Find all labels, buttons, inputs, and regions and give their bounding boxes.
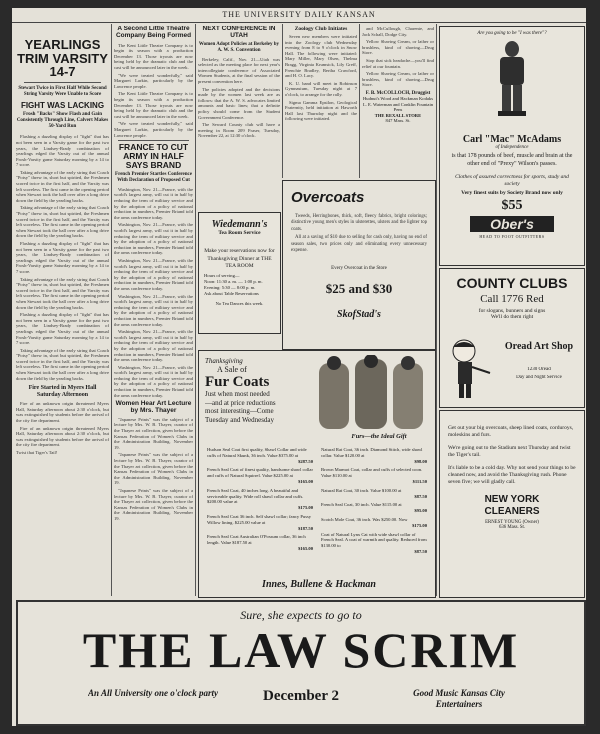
article-paragraph: Washington, Nov. 21—France, with the world's largest army, will cut it in half by reducing the term of military service and by the adoption of a policy of national reduction in numbers, Premier Briand told the arms conference today. — [114, 364, 193, 398]
article-paragraph: The Seward County club will have a meeting in Room 209 Fraser, Tuesday, November 22, at 12:30 o'clock. — [198, 122, 280, 139]
fur-item-price: $87.50 — [414, 493, 427, 499]
fur-item-price: $98.00 — [414, 458, 427, 464]
article-paragraph: Taking advantage of the early string that Coach "Potsy" threw in, short but spirited, the Freshmen scored twice in the first half, and the Varsity was left scoreless. The first came in the opening period when Stewart took the ball over after a long drive down the field by the yearling backs. — [16, 205, 109, 239]
wiedemann-note: No Tea Dances this week. — [215, 301, 264, 306]
county-title: COUNTY CLUBS — [456, 275, 568, 291]
conference-article — [198, 57, 280, 139]
mcadams-tag: Are you going to be "I was there"? — [477, 31, 547, 36]
ad-paragraph: Get out your big overcoats, sheep lined coats, corduroys, moleskins and furs. — [448, 425, 574, 438]
article-paragraph: Fire of an unknown origin threatened Myers Hall, Saturday afternoon about 2:30 o'clock, but was extinguished by students before the arrival of the city fire department. — [16, 401, 109, 424]
fire-article — [16, 401, 109, 448]
ad-line: L. E. Waterman and Conklin Fountain Pens — [362, 101, 434, 113]
zoology-article — [285, 34, 357, 122]
fur-line: Just when most needed — [205, 390, 270, 398]
overcoats-prices: $25 and $30 — [325, 281, 393, 297]
footer-note: Twist that Tiger's Tail! — [16, 450, 58, 455]
column-4 — [285, 26, 357, 176]
law-scrim-ad — [16, 600, 586, 726]
obers-ad — [439, 26, 585, 266]
obers-tagline: HEAD TO FOOT OUTFITTERS — [479, 234, 545, 239]
column-rule — [436, 24, 437, 596]
fur-item — [207, 467, 313, 484]
county-phone: Call 1776 Red — [480, 293, 544, 305]
fur-coats-title: Fur Coats — [205, 374, 270, 390]
conference-subhead: Women Adopt Policies at Berkeley by A. W. S. Convention — [198, 41, 280, 53]
column-5 — [362, 26, 434, 176]
article-paragraph: Washington, Nov. 21—France, with the world's largest army, will cut it in half by reducing the term of military service and by the adoption of a policy of national reduction in numbers, Premier Briand told the arms conference today. — [114, 258, 193, 291]
mcadams-of: of Independence — [495, 145, 529, 150]
article-paragraph: and McCullough, Charente, and Jack Schall, Dodge City. — [362, 26, 434, 37]
column-3 — [198, 26, 280, 176]
wiedemann-subtitle: Tea Room Service — [218, 230, 261, 236]
fur-item-desc: Natural Rat Coat, 36 inch. Diamond Stitch, wide shawl collar. Value $120.00 at — [321, 447, 423, 458]
lecture-headline: Women Hear Art Lecture by Mrs. Thayer — [115, 400, 192, 415]
fur-item-price: $175.00 — [412, 522, 427, 528]
yearlings-subhead: Stewart Twice in First Half While Second String Varsity Were Unable to Score — [18, 85, 107, 97]
ad-paragraph: All at a saving of $10 due to selling for cash only, having no end of season sales, two prices only and eliminating every unnecessary expense. — [291, 235, 427, 254]
ad-line: 847 Mass. St. — [385, 118, 411, 124]
article-paragraph: Sigma Gamma Epsilon, Geological Fraternity, held initiation at Haworth Hall last Thursday night and the following were initiated. — [285, 99, 357, 122]
fur-item — [207, 514, 313, 531]
hours-row: Ask about Table Reservations — [204, 291, 259, 296]
fur-item-price: $165.00 — [298, 478, 313, 484]
divider — [118, 140, 189, 141]
oread-shop-name: Oread Art Shop — [504, 341, 574, 352]
article-paragraph: Yellow Shaving Cream, or lather or brushless, kind of shaving—Drug Store. — [362, 39, 434, 56]
obers-logo: Ober's — [470, 216, 554, 232]
fur-item-price: $95.00 — [414, 508, 427, 514]
mcculloch-ad — [362, 96, 434, 124]
article-paragraph: Seven new members were initiated into the Zoology club Wednesday evening from 8 to 9 o'clock in Snow Hall. The following were initiated: Mary Miller, Mary Olsen, Thelma Bragg, Virginia Krumsick, Lily Greff, Frenchie Bradley, Bertha Crawford, and H. O. Lacy. — [285, 34, 357, 79]
fur-item — [321, 488, 427, 500]
fur-line: Tuesday and Wednesday — [205, 415, 275, 424]
fur-item — [321, 517, 427, 529]
article-paragraph: Washington, Nov. 21—France, with the world's largest army, will cut it in half by reducing the term of military service and by the adoption of a policy of national reduction in numbers, Premier Briand told the arms conference today. — [114, 222, 193, 256]
fight-headline: FIGHT WAS LACKING — [20, 100, 105, 110]
theatre-headline: A Second Little Theatre Company Being Formed — [115, 26, 192, 39]
theatre-article — [114, 43, 193, 139]
fur-item-desc: French Seal Coat 36 inch. Self shawl collar; fancy Pussy Willow lining. $225.00 value at — [207, 513, 312, 525]
article-paragraph: Taking advantage of the early string that Coach "Potsy" threw in, short but spirited, the Freshmen scored twice in the first half, and the Varsity was left scoreless. The first came in the opening period when Stewart took the ball over after a long drive down the field by the yearling backs. — [16, 276, 109, 310]
article-paragraph: "We were treated wonderfully," said Margaret Larkin, particularly by the Lawrence people. — [114, 121, 193, 138]
article-paragraph: "Japanese Prints" was the subject of a lecture by Mrs. W. B. Thayer, curator of the Thayer art collection, given before the Kansas Federation of Women's Clubs in the Administration Building, November 19. — [114, 452, 193, 486]
mcadams-desc: is that 178 pounds of beef, muscle and brain at the other end of "Prexy" Wilson's passes. — [451, 153, 573, 167]
county-line: for slogans, bunners and signs — [478, 308, 546, 314]
law-scrim-title: THE LAW SCRIM — [82, 622, 520, 678]
skofstad-logo: SkofStad's — [337, 309, 381, 321]
article-paragraph: Berkeley, Calif., Nov. 21—Utah was selected as the meeting place for next year's intercollegiate conference of Associated Women Students, at the final session of the present convention here. — [198, 56, 280, 84]
overcoats-ad — [282, 180, 436, 350]
law-scrim-right: Good Music Kansas City Entertainers — [413, 688, 505, 709]
fur-item-price: $165.00 — [298, 545, 313, 551]
yearlings-headline: YEARLINGS TRIM VARSITY 14-7 — [17, 37, 108, 80]
fur-item — [207, 488, 313, 511]
article-paragraph: Washington, Nov. 21—France, with the world's largest army, will cut it in half by reducing the term of military service and by the adoption of a policy of national reduction in numbers, Premier Briand told the arms conference today. — [114, 186, 193, 220]
oread-address: 1230 Oread — [527, 367, 551, 372]
article-paragraph: Flashing a dazzling display of "fight" that has not been seen in a Varsity game for the past two years, the Lindsey-Brady combination of yearlings edged the Varsity out of the annual Frosh-Varsity game Saturday morning by a 14 to 7 score. — [16, 312, 109, 346]
cleaners-owner: ERNEST YOUNG (Owner) — [485, 520, 539, 525]
fur-headline-block — [205, 357, 315, 424]
county-clubs-ad — [439, 268, 585, 408]
column-rule — [359, 24, 360, 178]
fur-tagline: Furs—the Ideal Gift — [351, 433, 407, 440]
cleaners-body — [448, 425, 576, 486]
zoology-headline: Zoology Club Initiates — [294, 26, 348, 32]
cleaners-address: 636 Mass. St. — [498, 525, 526, 530]
hours-label: Hours of serving— — [204, 273, 240, 278]
wiedemann-title: Wiedemann's — [211, 219, 268, 230]
lecture-article — [114, 417, 193, 522]
fur-item-price: $187.50 — [298, 525, 313, 531]
article-paragraph: "We were treated wonderfully," said Margaret Larkin, particularly by the Lawrence people. — [114, 72, 193, 89]
france-article — [114, 187, 193, 398]
article-paragraph: Taking advantage of the early string that Coach "Potsy" threw in, short but spirited, the Freshmen scored twice in the first half, and the Varsity was left scoreless. The first came in the opening period when Stewart took the ball over after a long drive down the field by the yearling backs. — [16, 347, 109, 381]
fur-item-price: $111.50 — [412, 478, 427, 484]
overcoats-title: Overcoats — [291, 189, 365, 206]
fur-item-desc: French Seal Coat, 30 inch. Value $115.00 at — [321, 502, 402, 508]
france-subhead: French Premier Startles Conference With Declaration of Proposed Cut — [115, 171, 192, 183]
newspaper-page — [12, 8, 586, 726]
ad-paragraph: It's liable to be a cold day. Why not send your things to be cleaned now, and avoid the Thanksgiving rush. Phone seven five; we will gladly call. — [448, 465, 576, 485]
cartoon-boy-illustration — [446, 337, 494, 401]
hours-row: Noon: 11:30 a. m. — 1:00 p. m. — [204, 279, 263, 284]
article-paragraph: Flashing a dazzling display of "fight" that has not been seen in a Varsity game for the past two years, the Lindsey-Brady combination of yearlings edged the Varsity out of the annual Frosh-Varsity game Saturday morning by a 14 to 7 score. — [16, 241, 109, 274]
article-paragraph: Stop that sick headache—you'll find relief at our fountain. — [362, 57, 434, 69]
law-scrim-left: An All University one o'clock party — [88, 688, 218, 698]
article-paragraph: Washington, Nov. 21—France, with the world's largest army, will cut it in half by reducing the term of military service and by the adoption of a policy of national reduction in numbers, Premier Briand told the arms conference today. — [114, 329, 193, 363]
fur-item-desc: Coat of Natural Lynx Cat with wide shawl collar of French Seal. A coat of warmth and quality. Reduced from $130.00 to — [321, 531, 427, 549]
mcadams-name: Carl "Mac" McAdams — [462, 134, 562, 145]
obers-special: Very finest suits by Society Brand now only — [461, 190, 563, 196]
divider — [24, 82, 101, 83]
fur-item — [207, 534, 313, 551]
fur-coats-ad — [198, 350, 436, 598]
article-paragraph: Taking advantage of the early string that Coach "Potsy" threw in, short but spirited, the Freshmen scored twice in the first half, and the Varsity was left scoreless. The first came in the opening period when Stewart took the ball over after a long drive down the field by the yearling backs. — [16, 169, 109, 203]
article-paragraph: "Japanese Prints" was the subject of a lecture by Mrs. W. B. Thayer, curator of the Thayer art collection, given before the Kansas Federation of Women's Clubs in the Administration Building, November 19. — [114, 488, 193, 521]
football-player-illustration — [488, 39, 536, 119]
wiedemann-ad — [198, 212, 281, 334]
county-line: We'll do them right — [490, 314, 534, 320]
column-rule — [195, 24, 196, 596]
wiedemann-line: Make your reservations now for — [204, 248, 275, 254]
conference-headline: NEXT CONFERENCE IN UTAH — [202, 26, 276, 39]
fur-item-desc: Natural Rat Coat, 30 inch. Value $100.00 at — [321, 487, 402, 493]
fur-item — [321, 467, 427, 484]
oread-hours: Day and Night Service — [516, 375, 562, 380]
fur-list-right — [321, 447, 427, 558]
fur-item — [321, 447, 427, 464]
article-paragraph: Fire of an unknown origin threatened Myers Hall, Saturday afternoon about 2:30 o'clock, but was extinguished by students before the arrival of the city fire department. — [16, 425, 109, 448]
fur-item-desc: Brown Marmot Coat, collar and cuffs of selected coon. Value $110.00 at — [321, 467, 423, 479]
article-paragraph: Flashing a dazzling display of "fight" that has not been seen in a Varsity game for the past two years, the Lindsey-Brady combination of yearlings edged the Varsity out of the annual Frosh-Varsity game Saturday morning by a 14 to 7 score. — [16, 134, 109, 168]
ad-line: THE REXALL STORE — [374, 112, 422, 118]
fur-item — [321, 532, 427, 555]
fur-item-desc: Hudson Seal Coat first quality, Shawl Collar and wide cuffs of Natural Skunk, 36 inch. Value $375.00 at — [207, 447, 307, 458]
ad-paragraph: We're going out to the Stadium next Thursday and twist the Tiger's tail. — [448, 445, 571, 458]
masthead: THE UNIVERSITY DAILY KANSAN — [12, 8, 586, 23]
wiedemann-hours — [204, 273, 275, 297]
fur-coat-models-illustration — [315, 355, 431, 433]
mcculloch-title: F. B. McCOLLOCH, Druggist — [365, 90, 431, 96]
fur-line: —and at price reductions — [205, 398, 276, 407]
law-scrim-tagline: Sure, she expects to go to — [240, 608, 362, 622]
article-paragraph: "Japanese Prints" was the subject of a lecture by Mrs. W. B. Thayer, curator of the Thayer art collection, given before the Kansas Federation of Women's Clubs in the Administration Building, November 19. — [114, 416, 193, 450]
ad-line: Hudnut's Wood and Hackman Kodaks — [362, 95, 434, 101]
overcoats-every: Every Overcoat in the Store — [331, 266, 387, 272]
column-5-text — [362, 26, 434, 88]
column-2 — [114, 26, 193, 596]
overcoats-body — [291, 214, 427, 254]
ad-paragraph: Tweeds, Herringbones, thick, soft, fleecy fabrics, bright colorings; distinctive young men's styles in ulsterettes, ulsters and the lighter top coats. — [291, 214, 427, 232]
column-rule — [282, 24, 283, 178]
column-rule — [111, 24, 112, 596]
article-paragraph: Washington, Nov. 21—France, with the world's largest army, will cut it in half by reducing the term of military service and by the adoption of a policy of national reduction in numbers, Premier Briand told the arms conference today. — [114, 293, 193, 327]
fur-item-desc: French Seal Coat Australian O'Possum collar, 36 inch length. Value $187.50 at — [207, 534, 306, 546]
article-paragraph: The policies adopted and the decisions made by the women last week are as follows: that the A. W. S. advocates limited amounts and basic lines; that a definite policy should come from the Student Government Conference. — [198, 86, 280, 120]
fur-item — [321, 502, 427, 514]
fur-item-desc: French Seal Coat of finest quality, handsome shawl collar and cuffs of Natural Squirrel. Value $225.00 at — [207, 467, 313, 479]
innes-bullene-hackman-logo: Innes, Bullene & Hackman — [262, 579, 376, 590]
fur-line: most interesting—Come — [205, 407, 274, 415]
fur-item-price: $175.00 — [298, 505, 313, 511]
wiedemann-line: Thanksgiving Dinner at THE TEA ROOM — [207, 256, 272, 269]
fur-item-desc: French Seal Coat, 40 inches long. A beautiful and serviceable quality. Wide roll shawl collar and cuffs. $200.00 value at — [207, 487, 304, 505]
hours-row: Evening: 5:30 — 8:00 p. m. — [204, 285, 256, 290]
obers-clothes: Clothes of assured correctness for sports, study and society — [455, 174, 569, 187]
cleaners-name: NEW YORK CLEANERS — [484, 494, 540, 517]
fire-headline: Fire Started in Myers Hall Saturday Afternoon — [28, 385, 97, 399]
article-paragraph: The Kent Little Theatre Company is to begin its season with a production December 13. Those tryouts are now being held by the dramatic club and the cast will be announced later in the week. — [114, 42, 193, 70]
new-york-cleaners-ad — [439, 410, 585, 598]
fur-list-left — [207, 447, 313, 555]
article-paragraph: Yellow Shaving Cream, or lather or brushless, kind of shaving—Drug Store. — [362, 71, 434, 88]
fur-item-price: $87.50 — [414, 548, 427, 554]
column-1 — [16, 26, 109, 596]
fur-item — [207, 447, 313, 464]
article-paragraph: K. U. band will meet in Robinson Gymnasium, Tuesday night at 7 o'clock, to arrange for the rally. — [285, 80, 357, 97]
yearlings-article — [16, 134, 109, 381]
law-scrim-date: December 2 — [263, 688, 339, 704]
fur-item-desc: Scotch Mole Coat, 36 inch. Was $250.00. Now — [321, 516, 408, 522]
fight-subhead: Frosh "Backs" Show Flash and Gain Consistently Through Line, Calvert Makes 50-Yard Run — [16, 112, 109, 130]
fur-line: Thanksgiving — [205, 357, 243, 365]
france-headline: FRANCE TO CUT ARMY IN HALF SAYS BRAND — [118, 142, 189, 170]
article-paragraph: The Kent Little Theatre Company is to begin its season with a production December 13. Those tryouts are now being held by the dramatic club and the cast will be announced later in the week. — [114, 91, 193, 119]
obers-price: $55 — [501, 198, 523, 213]
fur-item-price: $287.50 — [298, 458, 313, 464]
fur-line: A Sale of — [217, 365, 247, 374]
